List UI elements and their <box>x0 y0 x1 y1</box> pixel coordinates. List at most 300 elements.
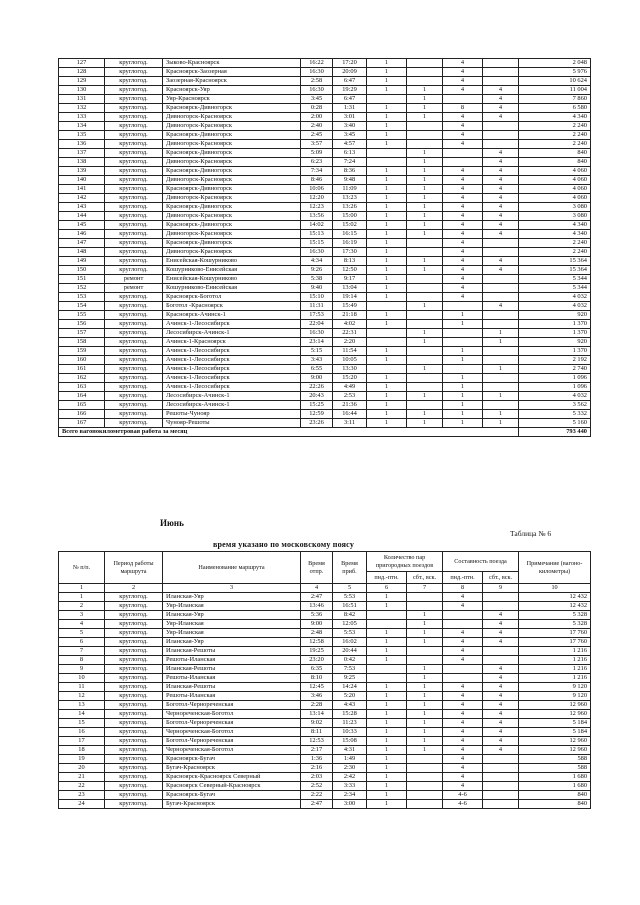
cell-arrival-time: 3:00 <box>333 800 367 809</box>
cell-car-km: 12 960 <box>519 746 591 755</box>
cell-composition-weekend <box>483 131 519 140</box>
cell-car-km: 840 <box>519 800 591 809</box>
table-row <box>59 68 591 77</box>
cell-route-name: Красноярск-Дивногорск <box>163 131 301 140</box>
cell-arrival-time: 15:49 <box>333 302 367 311</box>
cell-departure-time: 3:43 <box>301 356 333 365</box>
cell-pairs-weekend <box>407 311 443 320</box>
cell-composition-weekdays: 4 <box>443 692 483 701</box>
cell-departure-time: 5:38 <box>301 275 333 284</box>
cell-row-number: 135 <box>59 131 105 140</box>
cell-composition-weekdays: 1 <box>443 311 483 320</box>
cell-car-km: 17 760 <box>519 629 591 638</box>
cell-car-km: 1 096 <box>519 383 591 392</box>
header-pairs: Количество пар пригородных поездов <box>367 552 443 572</box>
cell-row-number: 159 <box>59 347 105 356</box>
cell-composition-weekend: 4 <box>483 95 519 104</box>
cell-pairs-weekdays: 1 <box>367 266 407 275</box>
cell-departure-time: 6:35 <box>301 665 333 674</box>
cell-route-name: Иланская-Решоты <box>163 683 301 692</box>
cell-composition-weekend <box>483 647 519 656</box>
cell-pairs-weekend: 1 <box>407 638 443 647</box>
cell-period: круглогод. <box>105 620 163 629</box>
table-row <box>59 410 591 419</box>
cell-composition-weekend <box>483 755 519 764</box>
cell-arrival-time: 16:44 <box>333 410 367 419</box>
cell-row-number: 16 <box>59 728 105 737</box>
cell-row-number: 23 <box>59 791 105 800</box>
cell-composition-weekend: 4 <box>483 746 519 755</box>
cell-row-number: 140 <box>59 176 105 185</box>
cell-pairs-weekend: 1 <box>407 620 443 629</box>
cell-pairs-weekdays: 1 <box>367 293 407 302</box>
table-row <box>59 638 591 647</box>
cell-departure-time: 12:59 <box>301 410 333 419</box>
cell-composition-weekdays: 4 <box>443 293 483 302</box>
cell-arrival-time: 15:08 <box>333 737 367 746</box>
cell-departure-time: 23:20 <box>301 656 333 665</box>
cell-departure-time: 1:36 <box>301 755 333 764</box>
cell-pairs-weekend <box>407 59 443 68</box>
cell-period: круглогод. <box>105 401 163 410</box>
cell-pairs-weekdays <box>367 674 407 683</box>
cell-period: ремонт <box>105 284 163 293</box>
cell-row-number: 127 <box>59 59 105 68</box>
cell-row-number: 147 <box>59 239 105 248</box>
cell-arrival-time: 12:50 <box>333 266 367 275</box>
cell-route-name: Чунояр-Решоты <box>163 419 301 428</box>
table-row <box>59 764 591 773</box>
cell-composition-weekdays: 4 <box>443 701 483 710</box>
cell-period: круглогод. <box>105 410 163 419</box>
cell-composition-weekend: 4 <box>483 176 519 185</box>
cell-row-number: 164 <box>59 392 105 401</box>
cell-composition-weekdays: 1 <box>443 419 483 428</box>
cell-composition-weekdays: 4-6 <box>443 791 483 800</box>
cell-departure-time: 17:53 <box>301 311 333 320</box>
header-note: Примечание (вагоно-километры) <box>519 552 591 584</box>
column-number: 5 <box>333 584 367 593</box>
cell-route-name: Иланская-Уяр <box>163 593 301 602</box>
cell-pairs-weekdays <box>367 149 407 158</box>
header-sub-weekend-2: сбт., вск. <box>483 572 519 584</box>
header-sub-weekdays: пнд.-птн. <box>367 572 407 584</box>
column-number: 7 <box>407 584 443 593</box>
table-row <box>59 338 591 347</box>
column-number: 4 <box>301 584 333 593</box>
cell-arrival-time: 2:53 <box>333 392 367 401</box>
table-row <box>59 401 591 410</box>
cell-departure-time: 16:30 <box>301 329 333 338</box>
cell-car-km: 4 032 <box>519 293 591 302</box>
cell-composition-weekdays <box>443 95 483 104</box>
cell-composition-weekend: 4 <box>483 638 519 647</box>
table-row <box>59 746 591 755</box>
routes-table-continued <box>58 58 591 437</box>
cell-composition-weekdays: 4 <box>443 221 483 230</box>
cell-row-number: 3 <box>59 611 105 620</box>
cell-route-name: Лесосибирск-Ачинск-1 <box>163 392 301 401</box>
header-sub-weekdays-2: пнд.-птн. <box>443 572 483 584</box>
cell-car-km: 5 976 <box>519 68 591 77</box>
cell-composition-weekdays: 4 <box>443 203 483 212</box>
table-row <box>59 737 591 746</box>
cell-period: круглогод. <box>105 674 163 683</box>
cell-composition-weekend: 4 <box>483 257 519 266</box>
time-zone-note: время указано по московскому поясу <box>213 540 355 549</box>
cell-period: круглогод. <box>105 764 163 773</box>
cell-route-name: Дивногорск-Красноярск <box>163 113 301 122</box>
cell-route-name: Ачинск-1-Лесосибирск <box>163 374 301 383</box>
cell-route-name: Дивногорск-Красноярск <box>163 122 301 131</box>
cell-period: круглогод. <box>105 773 163 782</box>
cell-period: круглогод. <box>105 104 163 113</box>
cell-pairs-weekend <box>407 347 443 356</box>
cell-composition-weekend: 4 <box>483 719 519 728</box>
cell-period: круглогод. <box>105 683 163 692</box>
cell-pairs-weekdays: 1 <box>367 239 407 248</box>
cell-row-number: 7 <box>59 647 105 656</box>
cell-composition-weekdays <box>443 674 483 683</box>
cell-route-name: Красноярск-Дивногорск <box>163 167 301 176</box>
table-row <box>59 77 591 86</box>
cell-period: круглогод. <box>105 248 163 257</box>
table-row <box>59 203 591 212</box>
cell-composition-weekdays: 1 <box>443 401 483 410</box>
cell-pairs-weekend: 1 <box>407 692 443 701</box>
cell-composition-weekdays: 4 <box>443 77 483 86</box>
cell-arrival-time: 4:43 <box>333 701 367 710</box>
cell-composition-weekdays: 4 <box>443 284 483 293</box>
cell-route-name: Дивногорск-Красноярск <box>163 140 301 149</box>
cell-pairs-weekdays: 1 <box>367 59 407 68</box>
cell-route-name: Лесосибирск-Ачинск-1 <box>163 329 301 338</box>
cell-departure-time: 10:06 <box>301 185 333 194</box>
cell-pairs-weekdays: 1 <box>367 728 407 737</box>
cell-arrival-time: 5:53 <box>333 593 367 602</box>
cell-arrival-time: 1:49 <box>333 755 367 764</box>
table-row <box>59 782 591 791</box>
table-row <box>59 230 591 239</box>
cell-departure-time: 9:00 <box>301 374 333 383</box>
cell-arrival-time: 6:47 <box>333 95 367 104</box>
cell-pairs-weekend: 1 <box>407 230 443 239</box>
cell-composition-weekend: 4 <box>483 86 519 95</box>
cell-pairs-weekend: 1 <box>407 329 443 338</box>
cell-period: круглогод. <box>105 593 163 602</box>
cell-composition-weekdays: 4 <box>443 248 483 257</box>
cell-row-number: 145 <box>59 221 105 230</box>
cell-car-km: 4 032 <box>519 302 591 311</box>
cell-pairs-weekend <box>407 602 443 611</box>
cell-route-name: Красноярск-Заозерная <box>163 68 301 77</box>
cell-arrival-time: 2:30 <box>333 764 367 773</box>
cell-pairs-weekend: 1 <box>407 167 443 176</box>
cell-car-km: 4 340 <box>519 230 591 239</box>
cell-composition-weekdays <box>443 665 483 674</box>
table-row <box>59 383 591 392</box>
cell-composition-weekend <box>483 59 519 68</box>
table-row <box>59 674 591 683</box>
cell-car-km: 5 344 <box>519 275 591 284</box>
cell-departure-time: 2:47 <box>301 593 333 602</box>
cell-row-number: 133 <box>59 113 105 122</box>
cell-row-number: 141 <box>59 185 105 194</box>
cell-arrival-time: 22:31 <box>333 329 367 338</box>
cell-pairs-weekend <box>407 68 443 77</box>
cell-departure-time: 2:17 <box>301 746 333 755</box>
cell-departure-time: 12:20 <box>301 194 333 203</box>
cell-period: круглогод. <box>105 293 163 302</box>
table-row <box>59 755 591 764</box>
cell-pairs-weekdays: 1 <box>367 638 407 647</box>
cell-departure-time: 5:15 <box>301 347 333 356</box>
cell-composition-weekend: 4 <box>483 266 519 275</box>
cell-departure-time: 9:40 <box>301 284 333 293</box>
cell-composition-weekdays <box>443 302 483 311</box>
cell-composition-weekdays: 4 <box>443 719 483 728</box>
cell-car-km: 12 960 <box>519 737 591 746</box>
cell-composition-weekdays: 4 <box>443 176 483 185</box>
cell-composition-weekdays: 4 <box>443 782 483 791</box>
cell-composition-weekend: 4 <box>483 167 519 176</box>
cell-car-km: 4 340 <box>519 113 591 122</box>
cell-row-number: 149 <box>59 257 105 266</box>
cell-composition-weekend: 4 <box>483 665 519 674</box>
cell-composition-weekdays: 4 <box>443 257 483 266</box>
cell-departure-time: 13:46 <box>301 602 333 611</box>
cell-pairs-weekdays: 1 <box>367 629 407 638</box>
cell-car-km: 5 160 <box>519 419 591 428</box>
cell-pairs-weekdays <box>367 329 407 338</box>
cell-route-name: Красноярск-Дивногорск <box>163 239 301 248</box>
cell-car-km: 5 184 <box>519 719 591 728</box>
cell-period: круглогод. <box>105 656 163 665</box>
cell-composition-weekend: 4 <box>483 710 519 719</box>
cell-composition-weekdays: 4 <box>443 773 483 782</box>
cell-period: круглогод. <box>105 347 163 356</box>
cell-route-name: Красноярск-Ачинск-1 <box>163 311 301 320</box>
cell-arrival-time: 13:26 <box>333 203 367 212</box>
cell-route-name: Дивногорск-Красноярск <box>163 158 301 167</box>
cell-arrival-time: 16:15 <box>333 230 367 239</box>
cell-departure-time: 6:23 <box>301 158 333 167</box>
cell-row-number: 20 <box>59 764 105 773</box>
cell-pairs-weekdays: 1 <box>367 746 407 755</box>
cell-arrival-time: 6:13 <box>333 149 367 158</box>
cell-row-number: 10 <box>59 674 105 683</box>
column-number: 8 <box>443 584 483 593</box>
table-row <box>59 683 591 692</box>
cell-composition-weekdays: 4 <box>443 728 483 737</box>
cell-pairs-weekdays: 1 <box>367 140 407 149</box>
cell-composition-weekdays: 8 <box>443 104 483 113</box>
cell-arrival-time: 6:47 <box>333 77 367 86</box>
cell-composition-weekend: 4 <box>483 212 519 221</box>
cell-period: круглогод. <box>105 782 163 791</box>
header-row-1 <box>59 552 591 572</box>
cell-composition-weekend <box>483 791 519 800</box>
cell-row-number: 162 <box>59 374 105 383</box>
cell-composition-weekdays: 4 <box>443 593 483 602</box>
cell-pairs-weekend <box>407 647 443 656</box>
cell-departure-time: 15:15 <box>301 239 333 248</box>
cell-car-km: 588 <box>519 764 591 773</box>
cell-row-number: 150 <box>59 266 105 275</box>
cell-pairs-weekdays: 1 <box>367 692 407 701</box>
cell-departure-time: 19:25 <box>301 647 333 656</box>
cell-departure-time: 2:40 <box>301 122 333 131</box>
cell-pairs-weekend <box>407 782 443 791</box>
cell-route-name: Бугач-Красноярск <box>163 800 301 809</box>
cell-pairs-weekend: 1 <box>407 410 443 419</box>
table-row <box>59 248 591 257</box>
cell-route-name: Красноярск-Дивногорск <box>163 221 301 230</box>
cell-car-km: 9 120 <box>519 692 591 701</box>
cell-departure-time: 16:30 <box>301 86 333 95</box>
cell-composition-weekdays: 4 <box>443 230 483 239</box>
cell-route-name: Решоты-Иланская <box>163 674 301 683</box>
cell-arrival-time: 8:13 <box>333 257 367 266</box>
header-composition: Составность поезда <box>443 552 519 572</box>
cell-arrival-time: 3:01 <box>333 113 367 122</box>
cell-pairs-weekdays: 1 <box>367 764 407 773</box>
cell-row-number: 151 <box>59 275 105 284</box>
cell-period: круглогод. <box>105 701 163 710</box>
cell-car-km: 1 216 <box>519 665 591 674</box>
table-row <box>59 800 591 809</box>
cell-row-number: 144 <box>59 212 105 221</box>
cell-period: круглогод. <box>105 266 163 275</box>
cell-pairs-weekend: 1 <box>407 611 443 620</box>
cell-row-number: 19 <box>59 755 105 764</box>
cell-composition-weekdays: 4 <box>443 656 483 665</box>
cell-route-name: Боготол-Чернореченская <box>163 719 301 728</box>
cell-arrival-time: 10:05 <box>333 356 367 365</box>
cell-route-name: Лесосибирск-Ачинск-1 <box>163 401 301 410</box>
cell-route-name: Уяр-Иланская <box>163 620 301 629</box>
cell-row-number: 160 <box>59 356 105 365</box>
cell-pairs-weekend <box>407 77 443 86</box>
cell-period: круглогод. <box>105 131 163 140</box>
cell-departure-time: 2:48 <box>301 629 333 638</box>
cell-departure-time: 13:56 <box>301 212 333 221</box>
cell-pairs-weekdays: 1 <box>367 374 407 383</box>
cell-row-number: 154 <box>59 302 105 311</box>
cell-pairs-weekdays: 1 <box>367 593 407 602</box>
table-row <box>59 701 591 710</box>
cell-composition-weekend <box>483 77 519 86</box>
cell-route-name: Ачинск-1-Красноярск <box>163 338 301 347</box>
cell-arrival-time: 1:31 <box>333 104 367 113</box>
cell-car-km: 588 <box>519 755 591 764</box>
cell-period: круглогод. <box>105 140 163 149</box>
cell-pairs-weekend: 1 <box>407 719 443 728</box>
cell-period: круглогод. <box>105 419 163 428</box>
cell-composition-weekend: 4 <box>483 194 519 203</box>
cell-pairs-weekend: 1 <box>407 665 443 674</box>
cell-route-name: Чернореченская-Боготол <box>163 710 301 719</box>
cell-car-km: 11 004 <box>519 86 591 95</box>
cell-route-name: Иланская-Решоты <box>163 647 301 656</box>
cell-composition-weekend: 4 <box>483 620 519 629</box>
cell-pairs-weekdays: 1 <box>367 122 407 131</box>
cell-arrival-time: 8:42 <box>333 611 367 620</box>
cell-pairs-weekend: 1 <box>407 266 443 275</box>
cell-arrival-time: 16:19 <box>333 239 367 248</box>
cell-arrival-time: 2:20 <box>333 338 367 347</box>
table-number: Таблица № 6 <box>510 529 552 538</box>
cell-period: круглогод. <box>105 203 163 212</box>
cell-row-number: 146 <box>59 230 105 239</box>
cell-row-number: 139 <box>59 167 105 176</box>
cell-route-name: Красноярск-Дивногорск <box>163 149 301 158</box>
cell-pairs-weekdays <box>367 95 407 104</box>
cell-composition-weekend: 1 <box>483 338 519 347</box>
table-row <box>59 602 591 611</box>
cell-composition-weekend <box>483 239 519 248</box>
cell-car-km: 12 960 <box>519 701 591 710</box>
cell-pairs-weekend: 1 <box>407 221 443 230</box>
cell-composition-weekdays: 4 <box>443 755 483 764</box>
cell-period: круглогод. <box>105 728 163 737</box>
column-number-row <box>59 584 591 593</box>
cell-route-name: Уяр-Красноярск <box>163 95 301 104</box>
routes-table-june <box>58 551 591 809</box>
cell-row-number: 165 <box>59 401 105 410</box>
cell-row-number: 24 <box>59 800 105 809</box>
cell-departure-time: 2:47 <box>301 800 333 809</box>
cell-composition-weekdays: 4 <box>443 86 483 95</box>
cell-departure-time: 8:46 <box>301 176 333 185</box>
cell-route-name: Ачинск-1-Лесосибирск <box>163 320 301 329</box>
cell-period: круглогод. <box>105 755 163 764</box>
cell-pairs-weekend: 1 <box>407 113 443 122</box>
cell-pairs-weekdays: 1 <box>367 212 407 221</box>
cell-departure-time: 7:34 <box>301 167 333 176</box>
cell-pairs-weekend: 1 <box>407 419 443 428</box>
cell-departure-time: 16:30 <box>301 68 333 77</box>
cell-arrival-time: 15:20 <box>333 374 367 383</box>
cell-route-name: Дивногорск-Красноярск <box>163 248 301 257</box>
table-row <box>59 719 591 728</box>
cell-car-km: 3 080 <box>519 203 591 212</box>
cell-route-name: Иланская-Уяр <box>163 611 301 620</box>
cell-pairs-weekdays: 1 <box>367 347 407 356</box>
cell-car-km: 5 328 <box>519 611 591 620</box>
cell-car-km: 2 240 <box>519 131 591 140</box>
cell-composition-weekend: 4 <box>483 629 519 638</box>
cell-departure-time: 2:52 <box>301 782 333 791</box>
cell-pairs-weekend <box>407 656 443 665</box>
cell-car-km: 840 <box>519 791 591 800</box>
cell-composition-weekdays: 4-6 <box>443 800 483 809</box>
cell-composition-weekdays: 1 <box>443 410 483 419</box>
cell-arrival-time: 17:20 <box>333 59 367 68</box>
cell-pairs-weekdays: 1 <box>367 392 407 401</box>
cell-pairs-weekend <box>407 275 443 284</box>
cell-composition-weekend: 4 <box>483 728 519 737</box>
cell-pairs-weekdays: 1 <box>367 782 407 791</box>
cell-row-number: 11 <box>59 683 105 692</box>
month-heading: Июнь <box>160 518 184 528</box>
table-row <box>59 392 591 401</box>
cell-arrival-time: 3:33 <box>333 782 367 791</box>
cell-period: круглогод. <box>105 611 163 620</box>
cell-composition-weekend <box>483 656 519 665</box>
cell-row-number: 6 <box>59 638 105 647</box>
cell-row-number: 156 <box>59 320 105 329</box>
